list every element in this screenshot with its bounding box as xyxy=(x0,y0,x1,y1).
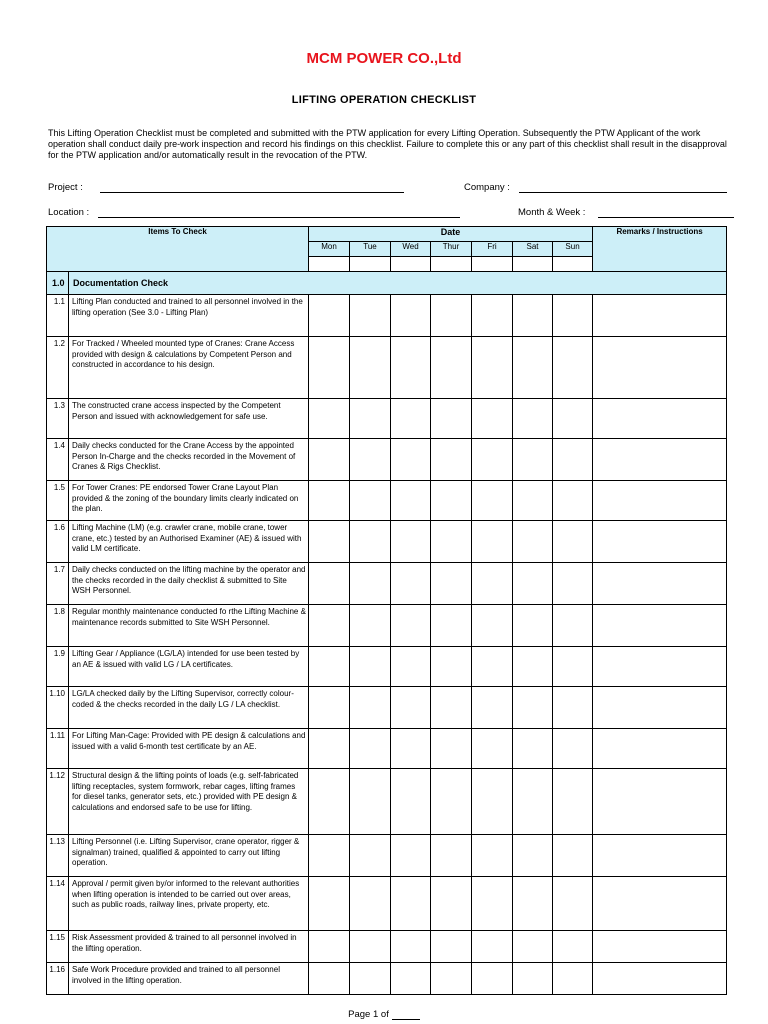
table-row xyxy=(47,605,727,647)
table-row xyxy=(47,337,727,399)
check-cell-tue[interactable] xyxy=(350,337,391,399)
item-number: 1.6 xyxy=(47,521,69,563)
total-pages-line[interactable] xyxy=(392,1010,420,1020)
item-number: 1.1 xyxy=(47,295,69,337)
check-cell-fri[interactable] xyxy=(472,931,513,963)
check-cell-tue[interactable] xyxy=(350,963,391,995)
check-cell-thur[interactable] xyxy=(431,399,472,439)
check-cell-fri[interactable] xyxy=(472,295,513,337)
check-cell-wed[interactable] xyxy=(391,647,431,687)
item-number: 1.9 xyxy=(47,647,69,687)
check-cell-sat[interactable] xyxy=(513,399,553,439)
check-cell-fri[interactable] xyxy=(472,521,513,563)
check-cell-thur[interactable] xyxy=(431,647,472,687)
check-cell-fri[interactable] xyxy=(472,605,513,647)
remarks-cell[interactable] xyxy=(593,481,727,521)
check-cell-wed[interactable] xyxy=(391,337,431,399)
check-cell-sun[interactable] xyxy=(553,729,593,769)
item-number: 1.11 xyxy=(47,729,69,769)
item-text: Lifting Machine (LM) (e.g. crawler crane, mobile crane, tower crane, etc.) tested by an Authorised Examiner (AE) & issued with valid LM certificate. xyxy=(69,521,309,563)
remarks-cell[interactable] xyxy=(593,295,727,337)
table-row xyxy=(47,647,727,687)
check-cell-wed[interactable] xyxy=(391,439,431,481)
check-cell-mon[interactable] xyxy=(309,295,350,337)
check-cell-tue[interactable] xyxy=(350,295,391,337)
section-number: 1.0 xyxy=(47,272,69,295)
item-text: Lifting Plan conducted and trained to all personnel involved in the lifting operation (See 3.0 - Lifting Plan) xyxy=(69,295,309,337)
project-line[interactable] xyxy=(100,182,404,193)
check-cell-tue[interactable] xyxy=(350,481,391,521)
check-cell-tue[interactable] xyxy=(350,521,391,563)
check-cell-wed[interactable] xyxy=(391,729,431,769)
item-number: 1.10 xyxy=(47,687,69,729)
item-text: For Lifting Man-Cage: Provided with PE design & calculations and issued with a valid 6-month test certificate by an AE. xyxy=(69,729,309,769)
day-wed: Wed xyxy=(391,242,431,257)
check-cell-sat[interactable] xyxy=(513,647,553,687)
check-cell-fri[interactable] xyxy=(472,729,513,769)
check-cell-sat[interactable] xyxy=(513,729,553,769)
company-name: MCM POWER CO.,Ltd xyxy=(306,50,462,67)
check-cell-sat[interactable] xyxy=(513,563,553,605)
check-cell-sat[interactable] xyxy=(513,687,553,729)
check-cell-tue[interactable] xyxy=(350,605,391,647)
date-header: Date xyxy=(309,227,593,242)
check-cell-wed[interactable] xyxy=(391,521,431,563)
check-cell-tue[interactable] xyxy=(350,439,391,481)
check-cell-sat[interactable] xyxy=(513,605,553,647)
check-cell-sun[interactable] xyxy=(553,605,593,647)
check-cell-fri[interactable] xyxy=(472,769,513,835)
check-cell-sat[interactable] xyxy=(513,337,553,399)
check-cell-sun[interactable] xyxy=(553,877,593,931)
check-cell-sun[interactable] xyxy=(553,931,593,963)
company-line[interactable] xyxy=(519,182,727,193)
check-cell-wed[interactable] xyxy=(391,295,431,337)
check-cell-thur[interactable] xyxy=(431,481,472,521)
check-cell-fri[interactable] xyxy=(472,963,513,995)
check-cell-fri[interactable] xyxy=(472,481,513,521)
table-row xyxy=(47,563,727,605)
item-text: Safe Work Procedure provided and trained to all personnel involved in the lifting operation. xyxy=(69,963,309,995)
check-cell-fri[interactable] xyxy=(472,439,513,481)
day-mon: Mon xyxy=(309,242,350,257)
date-cell-fri[interactable] xyxy=(472,257,513,272)
check-cell-mon[interactable] xyxy=(309,963,350,995)
check-cell-fri[interactable] xyxy=(472,563,513,605)
table-row xyxy=(47,439,727,481)
company-field xyxy=(464,182,727,193)
check-cell-mon[interactable] xyxy=(309,647,350,687)
check-cell-fri[interactable] xyxy=(472,687,513,729)
remarks-cell[interactable] xyxy=(593,687,727,729)
remarks-cell[interactable] xyxy=(593,835,727,877)
item-number: 1.3 xyxy=(47,399,69,439)
check-cell-mon[interactable] xyxy=(309,481,350,521)
day-tue: Tue xyxy=(350,242,391,257)
check-cell-mon[interactable] xyxy=(309,521,350,563)
check-cell-sun[interactable] xyxy=(553,439,593,481)
remarks-cell[interactable] xyxy=(593,605,727,647)
page-number xyxy=(0,1009,768,1020)
check-cell-thur[interactable] xyxy=(431,563,472,605)
remarks-cell[interactable] xyxy=(593,337,727,399)
check-cell-wed[interactable] xyxy=(391,931,431,963)
check-cell-thur[interactable] xyxy=(431,931,472,963)
check-cell-mon[interactable] xyxy=(309,439,350,481)
check-cell-sat[interactable] xyxy=(513,295,553,337)
company-label: Company : xyxy=(464,182,510,193)
check-cell-thur[interactable] xyxy=(431,963,472,995)
day-fri: Fri xyxy=(472,242,513,257)
check-cell-fri[interactable] xyxy=(472,399,513,439)
check-cell-sun[interactable] xyxy=(553,295,593,337)
item-text: Structural design & the lifting points of loads (e.g. self-fabricated lifting receptacles, system formwork, rebar cages, lifting frames for diesel tanks, generator sets, etc.) provided with PE design & calculations and endorsed safe to be use for lifting. xyxy=(69,769,309,835)
remarks-cell[interactable] xyxy=(593,931,727,963)
check-cell-sat[interactable] xyxy=(513,835,553,877)
item-text: Regular monthly maintenance conducted fo rthe Lifting Machine & maintenance records submitted to Site WSH Personnel. xyxy=(69,605,309,647)
date-cell-mon[interactable] xyxy=(309,257,350,272)
check-cell-tue[interactable] xyxy=(350,563,391,605)
day-sun: Sun xyxy=(553,242,593,257)
check-cell-tue[interactable] xyxy=(350,647,391,687)
check-cell-thur[interactable] xyxy=(431,769,472,835)
date-cell-wed[interactable] xyxy=(391,257,431,272)
check-cell-tue[interactable] xyxy=(350,835,391,877)
item-text: Lifting Personnel (i.e. Lifting Supervisor, crane operator, rigger & signalman) trained, qualified & appointed to carry out lifting operation. xyxy=(69,835,309,877)
check-cell-mon[interactable] xyxy=(309,687,350,729)
check-cell-thur[interactable] xyxy=(431,521,472,563)
check-cell-sat[interactable] xyxy=(513,931,553,963)
table-row xyxy=(47,769,727,835)
table-row xyxy=(47,399,727,439)
check-cell-thur[interactable] xyxy=(431,835,472,877)
item-number: 1.8 xyxy=(47,605,69,647)
item-text: Lifting Gear / Appliance (LG/LA) intended for use been tested by an AE & issued with valid LG / LA certificates. xyxy=(69,647,309,687)
month-week-field xyxy=(518,207,734,218)
item-text: Approval / permit given by/or informed to the relevant authorities when lifting operation is intended to be carried out over areas, such as public roads, railway lines, private property, etc. xyxy=(69,877,309,931)
month-week-label: Month & Week : xyxy=(518,207,586,218)
item-text: Daily checks conducted for the Crane Access by the appointed Person In-Charge and the checks recorded in the Movement of Cranes & Rigs Checklist. xyxy=(69,439,309,481)
remarks-cell[interactable] xyxy=(593,399,727,439)
check-cell-thur[interactable] xyxy=(431,605,472,647)
items-to-check-header: Items To Check xyxy=(47,227,309,272)
intro-paragraph: This Lifting Operation Checklist must be completed and submitted with the PTW application for every Lifting Operation. Subsequently the PTW Applicant of the work operation shall conduct daily pre-work inspection and record his findings on this checklist. Failure to complete this or any part of this checklist shall result in the disapproval for the PTW application and/or automatically result in the revocation of the PTW. xyxy=(48,128,727,160)
date-cell-thur[interactable] xyxy=(431,257,472,272)
check-cell-wed[interactable] xyxy=(391,563,431,605)
table-row xyxy=(47,877,727,931)
check-cell-wed[interactable] xyxy=(391,399,431,439)
remarks-header: Remarks / Instructions xyxy=(593,227,727,272)
location-field xyxy=(48,207,460,218)
check-cell-sun[interactable] xyxy=(553,647,593,687)
section-title: Documentation Check xyxy=(69,272,727,295)
checklist-table xyxy=(46,226,727,995)
check-cell-fri[interactable] xyxy=(472,337,513,399)
item-text: Daily checks conducted on the lifting machine by the operator and the checks recorded in the daily checklist & submitted to Site WSH Personnel. xyxy=(69,563,309,605)
item-text: For Tracked / Wheeled mounted type of Cranes: Crane Access provided with design & calculations by Competent Person and constructed in accordance to his design. xyxy=(69,337,309,399)
check-cell-tue[interactable] xyxy=(350,399,391,439)
item-text: For Tower Cranes: PE endorsed Tower Crane Layout Plan provided & the zoning of the boundary limits clearly indicated on the plan. xyxy=(69,481,309,521)
remarks-cell[interactable] xyxy=(593,439,727,481)
check-cell-fri[interactable] xyxy=(472,647,513,687)
table-row xyxy=(47,521,727,563)
check-cell-wed[interactable] xyxy=(391,769,431,835)
check-cell-sat[interactable] xyxy=(513,769,553,835)
day-sat: Sat xyxy=(513,242,553,257)
date-cell-sat[interactable] xyxy=(513,257,553,272)
remarks-cell[interactable] xyxy=(593,769,727,835)
document-title: LIFTING OPERATION CHECKLIST xyxy=(291,94,477,106)
item-text: LG/LA checked daily by the Lifting Supervisor, correctly colour-coded & the checks recorded in the daily LG / LA checklist. xyxy=(69,687,309,729)
check-cell-wed[interactable] xyxy=(391,835,431,877)
table-row xyxy=(47,481,727,521)
item-number: 1.4 xyxy=(47,439,69,481)
check-cell-tue[interactable] xyxy=(350,931,391,963)
check-cell-sat[interactable] xyxy=(513,877,553,931)
check-cell-mon[interactable] xyxy=(309,835,350,877)
location-line[interactable] xyxy=(98,207,460,218)
item-number: 1.15 xyxy=(47,931,69,963)
check-cell-fri[interactable] xyxy=(472,835,513,877)
day-thur: Thur xyxy=(431,242,472,257)
check-cell-sat[interactable] xyxy=(513,963,553,995)
check-cell-sat[interactable] xyxy=(513,439,553,481)
check-cell-thur[interactable] xyxy=(431,337,472,399)
remarks-cell[interactable] xyxy=(593,729,727,769)
remarks-cell[interactable] xyxy=(593,877,727,931)
check-cell-sun[interactable] xyxy=(553,835,593,877)
check-cell-mon[interactable] xyxy=(309,877,350,931)
check-cell-sun[interactable] xyxy=(553,769,593,835)
check-cell-thur[interactable] xyxy=(431,295,472,337)
date-cell-sun[interactable] xyxy=(553,257,593,272)
check-cell-wed[interactable] xyxy=(391,963,431,995)
check-cell-wed[interactable] xyxy=(391,877,431,931)
date-cell-tue[interactable] xyxy=(350,257,391,272)
remarks-cell[interactable] xyxy=(593,963,727,995)
item-number: 1.12 xyxy=(47,769,69,835)
check-cell-sat[interactable] xyxy=(513,481,553,521)
check-cell-wed[interactable] xyxy=(391,605,431,647)
check-cell-sun[interactable] xyxy=(553,521,593,563)
item-number: 1.7 xyxy=(47,563,69,605)
table-row xyxy=(47,835,727,877)
item-number: 1.14 xyxy=(47,877,69,931)
item-number: 1.16 xyxy=(47,963,69,995)
check-cell-sun[interactable] xyxy=(553,687,593,729)
check-cell-mon[interactable] xyxy=(309,931,350,963)
check-cell-sat[interactable] xyxy=(513,521,553,563)
check-cell-thur[interactable] xyxy=(431,439,472,481)
table-row xyxy=(47,295,727,337)
check-cell-tue[interactable] xyxy=(350,769,391,835)
check-cell-tue[interactable] xyxy=(350,687,391,729)
month-week-line[interactable] xyxy=(598,207,734,218)
check-cell-mon[interactable] xyxy=(309,729,350,769)
page-label: Page 1 of xyxy=(348,1009,389,1020)
check-cell-sun[interactable] xyxy=(553,337,593,399)
item-text: Risk Assessment provided & trained to all personnel involved in the lifting operation. xyxy=(69,931,309,963)
check-cell-sun[interactable] xyxy=(553,963,593,995)
check-cell-mon[interactable] xyxy=(309,563,350,605)
check-cell-wed[interactable] xyxy=(391,687,431,729)
table-row xyxy=(47,931,727,963)
item-number: 1.5 xyxy=(47,481,69,521)
table-row xyxy=(47,687,727,729)
check-cell-sun[interactable] xyxy=(553,563,593,605)
remarks-cell[interactable] xyxy=(593,647,727,687)
section-row xyxy=(47,272,727,295)
item-number: 1.13 xyxy=(47,835,69,877)
item-number: 1.2 xyxy=(47,337,69,399)
project-label: Project : xyxy=(48,182,83,193)
remarks-cell[interactable] xyxy=(593,521,727,563)
check-cell-mon[interactable] xyxy=(309,769,350,835)
project-field xyxy=(48,182,404,193)
check-cell-mon[interactable] xyxy=(309,605,350,647)
check-cell-thur[interactable] xyxy=(431,877,472,931)
check-cell-fri[interactable] xyxy=(472,877,513,931)
check-cell-thur[interactable] xyxy=(431,687,472,729)
table-row xyxy=(47,729,727,769)
check-cell-mon[interactable] xyxy=(309,399,350,439)
table-row xyxy=(47,963,727,995)
check-cell-thur[interactable] xyxy=(431,729,472,769)
check-cell-tue[interactable] xyxy=(350,877,391,931)
item-text: The constructed crane access inspected by the Competent Person and issued with acknowledgement for safe use. xyxy=(69,399,309,439)
check-cell-sun[interactable] xyxy=(553,481,593,521)
remarks-cell[interactable] xyxy=(593,563,727,605)
check-cell-mon[interactable] xyxy=(309,337,350,399)
location-label: Location : xyxy=(48,207,90,218)
check-cell-tue[interactable] xyxy=(350,729,391,769)
check-cell-sun[interactable] xyxy=(553,399,593,439)
check-cell-wed[interactable] xyxy=(391,481,431,521)
